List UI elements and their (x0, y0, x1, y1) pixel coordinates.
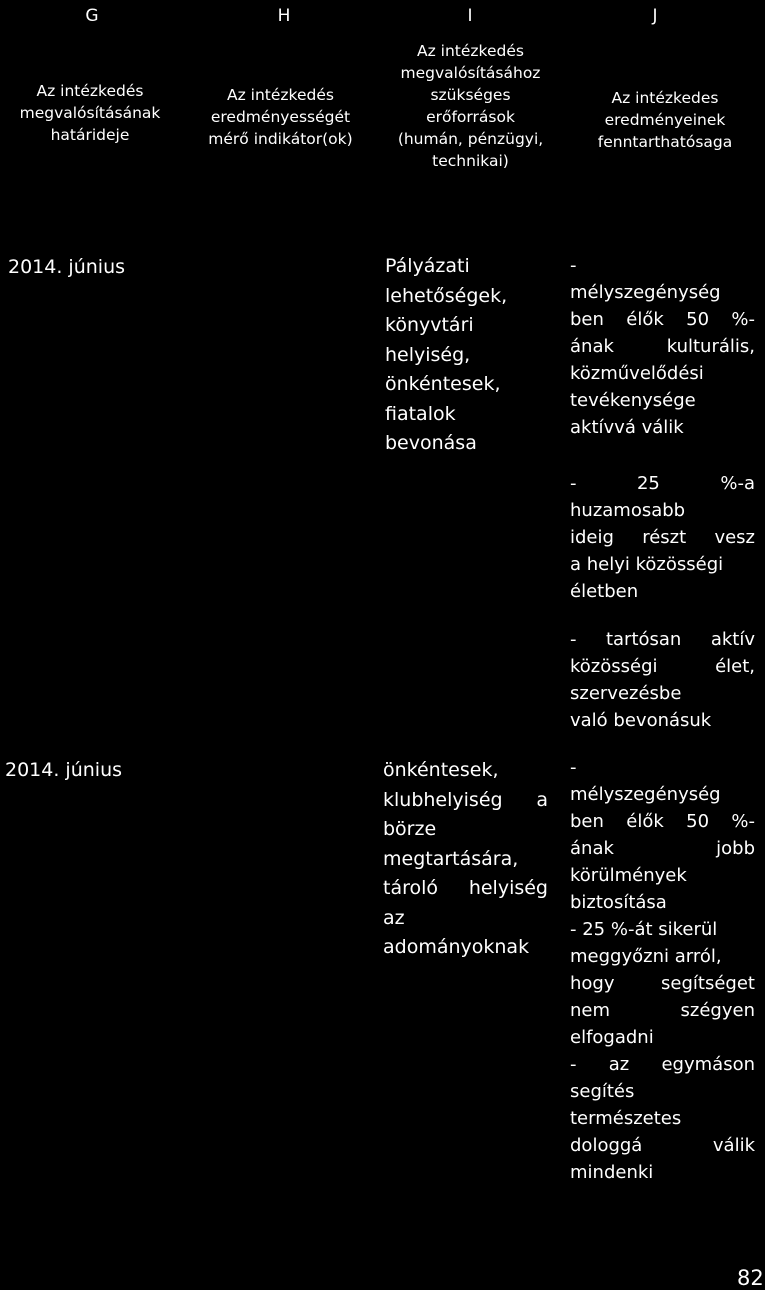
word: egymáson (661, 1054, 755, 1075)
text-line (570, 524, 755, 551)
text-line (383, 874, 548, 904)
text-line: helyiség, (385, 343, 471, 366)
word: ának (570, 838, 614, 859)
text-line: életben (570, 581, 639, 602)
row1-deadline: 2014. június (8, 256, 126, 278)
word: közösségi (570, 656, 658, 677)
word: dologgá (570, 1135, 643, 1156)
page-number: 82 (737, 1266, 764, 1290)
word: ának (570, 336, 614, 357)
text-line (570, 306, 755, 333)
text-line (383, 786, 548, 816)
text-line: természetes (570, 1108, 682, 1129)
column-header-i (378, 40, 563, 172)
header-line: Az intézkedés (36, 82, 144, 100)
word: aktív (710, 629, 755, 650)
text-line: mélyszegénység (570, 784, 721, 805)
column-header-g (5, 80, 175, 146)
text-line: önkéntesek, (383, 759, 499, 781)
row1-sustainability (570, 252, 755, 441)
word: 50 (686, 309, 710, 330)
word: - (570, 629, 577, 650)
header-line: határideje (50, 126, 130, 144)
word: az (608, 1054, 630, 1075)
word: élők (626, 309, 664, 330)
word: 25 (636, 473, 660, 494)
word: kulturális, (666, 336, 755, 357)
word: tartósan (605, 629, 682, 650)
header-line: fenntarthatósaga (597, 133, 733, 151)
text-line: - (570, 255, 577, 276)
text-line (570, 1051, 755, 1078)
text-line: mindenki (570, 1162, 654, 1183)
text-line (570, 1132, 755, 1159)
text-line: fiatalok (385, 402, 456, 425)
row2-sustainability (570, 754, 755, 1186)
text-line: börze (383, 818, 437, 840)
text-line (570, 626, 755, 653)
header-line: eredményeinek (604, 111, 726, 129)
text-line: megtartására, (383, 847, 519, 870)
word: hogy (570, 973, 615, 994)
word: %- (731, 309, 755, 330)
header-line: erőforrások (426, 108, 515, 126)
word: élet, (715, 656, 755, 677)
word: - (570, 1054, 577, 1075)
text-line (570, 653, 755, 680)
word: klubhelyiség (383, 788, 503, 811)
text-line: elfogadni (570, 1027, 654, 1048)
text-line (570, 470, 755, 497)
row1-sustainability-c (570, 626, 755, 734)
text-line: Pályázati (385, 255, 470, 277)
header-line: eredményességét (210, 108, 351, 126)
row1-resources (385, 252, 550, 459)
column-letter-i: I (467, 6, 473, 26)
text-line: - 25 %-át sikerül (570, 919, 718, 940)
row1-sustainability-b (570, 470, 755, 605)
text-line (570, 835, 755, 862)
text-line: tevékenysége (570, 390, 696, 411)
word: %- (731, 811, 755, 832)
header-line: Az intézkedes (611, 89, 719, 107)
text-line (570, 333, 755, 360)
text-line: huzamosabb (570, 500, 686, 521)
header-line: megvalósításához (400, 64, 541, 82)
header-line: (humán, pénzügyi, (397, 130, 544, 148)
header-line: Az intézkedés (417, 42, 524, 60)
column-header-j (565, 87, 765, 153)
text-line: segítés (570, 1081, 635, 1102)
word: ideig (570, 527, 614, 548)
word: %-a (720, 473, 755, 494)
text-line: közművelődési (570, 363, 704, 384)
header-line: Az intézkedés (227, 86, 334, 104)
text-line: szervezésbe (570, 683, 682, 704)
text-line: biztosítása (570, 892, 667, 913)
text-line: körülmények (570, 865, 687, 886)
text-line (570, 997, 755, 1024)
text-line: meggyőzni arról, (570, 946, 722, 967)
column-letter-g: G (85, 6, 99, 26)
word: nem (570, 1000, 611, 1021)
text-line: lehetőségek, (385, 284, 508, 307)
word: vesz (714, 527, 755, 548)
word: részt (642, 527, 687, 548)
word: szégyen (680, 1000, 755, 1021)
word: élők (626, 811, 664, 832)
column-letter-h: H (277, 6, 291, 26)
word: jobb (716, 838, 755, 859)
word: ben (570, 309, 604, 330)
text-line (570, 970, 755, 997)
text-line: a helyi közösségi (570, 554, 724, 575)
text-line: adományoknak (383, 936, 530, 958)
text-line: aktívvá válik (570, 417, 684, 438)
row2-deadline: 2014. június (5, 759, 123, 781)
column-header-h (188, 84, 373, 150)
text-line (570, 808, 755, 835)
text-line: bevonása (385, 432, 477, 454)
text-line: könyvtári (385, 314, 474, 336)
word: ben (570, 811, 604, 832)
word: válik (712, 1135, 755, 1156)
word: - (570, 473, 577, 494)
word: helyiség (468, 877, 548, 899)
header-line: technikai) (432, 152, 509, 170)
text-line: az (383, 906, 405, 929)
word: a (536, 788, 548, 811)
text-line: való bevonásuk (570, 710, 712, 731)
row2-resources (383, 756, 548, 963)
word: tároló (383, 877, 439, 899)
header-line: mérő indikátor(ok) (208, 130, 353, 148)
text-line: - (570, 757, 577, 778)
text-line: önkéntesek, (385, 373, 501, 395)
word: segítséget (661, 973, 755, 994)
column-letter-j: J (652, 6, 658, 26)
header-line: szükséges (430, 86, 511, 104)
word: 50 (686, 811, 710, 832)
text-line: mélyszegénység (570, 282, 721, 303)
header-line: megvalósításának (19, 104, 161, 122)
